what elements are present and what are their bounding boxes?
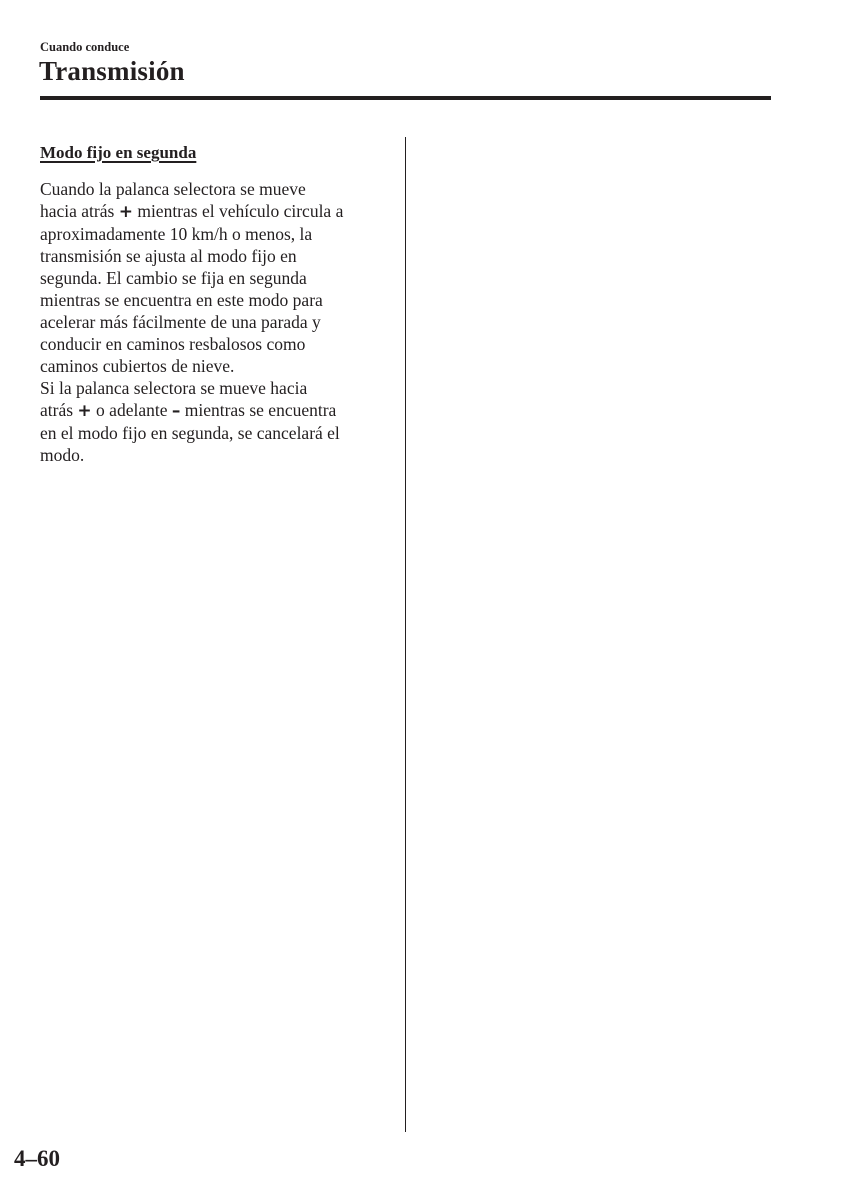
- column-divider: [405, 137, 406, 1132]
- text-line: segunda. El cambio se fija en segunda: [40, 268, 307, 288]
- page-title: Transmisión: [39, 56, 185, 86]
- text-line: Cuando la palanca selectora se mueve: [40, 179, 306, 199]
- plus-symbol-icon: +: [77, 401, 92, 421]
- text-run: mientras se encuentra: [180, 400, 337, 420]
- page-number: 4–60: [14, 1146, 60, 1171]
- paragraph-1: [40, 178, 390, 377]
- section-heading: Modo fijo en segunda: [40, 143, 197, 162]
- text-line: mientras se encuentra en este modo para: [40, 290, 323, 310]
- text-line: conducir en caminos resbalosos como: [40, 334, 306, 354]
- text-run: atrás: [40, 400, 78, 420]
- text-line: acelerar más fácilmente de una parada y: [40, 312, 321, 332]
- left-column: [40, 142, 390, 466]
- text-line: modo.: [40, 445, 85, 465]
- text-line: [40, 200, 390, 223]
- running-header-section: Cuando conduce: [40, 40, 130, 54]
- text-line: Si la palanca selectora se mueve hacia: [40, 378, 308, 398]
- text-line: aproximadamente 10 km/h o menos, la: [40, 224, 313, 244]
- plus-symbol-icon: +: [118, 202, 133, 222]
- header-rule: [40, 96, 771, 100]
- text-line: [40, 399, 390, 422]
- text-run: hacia atrás: [40, 201, 119, 221]
- text-line: en el modo fijo en segunda, se cancelará el: [40, 423, 340, 443]
- text-run: mientras el vehículo circula a: [132, 201, 344, 221]
- text-line: transmisión se ajusta al modo fijo en: [40, 246, 297, 266]
- text-run: o adelante: [91, 400, 172, 420]
- minus-symbol-icon: –: [171, 401, 181, 421]
- paragraph-2: [40, 377, 390, 466]
- text-line: caminos cubiertos de nieve.: [40, 356, 235, 376]
